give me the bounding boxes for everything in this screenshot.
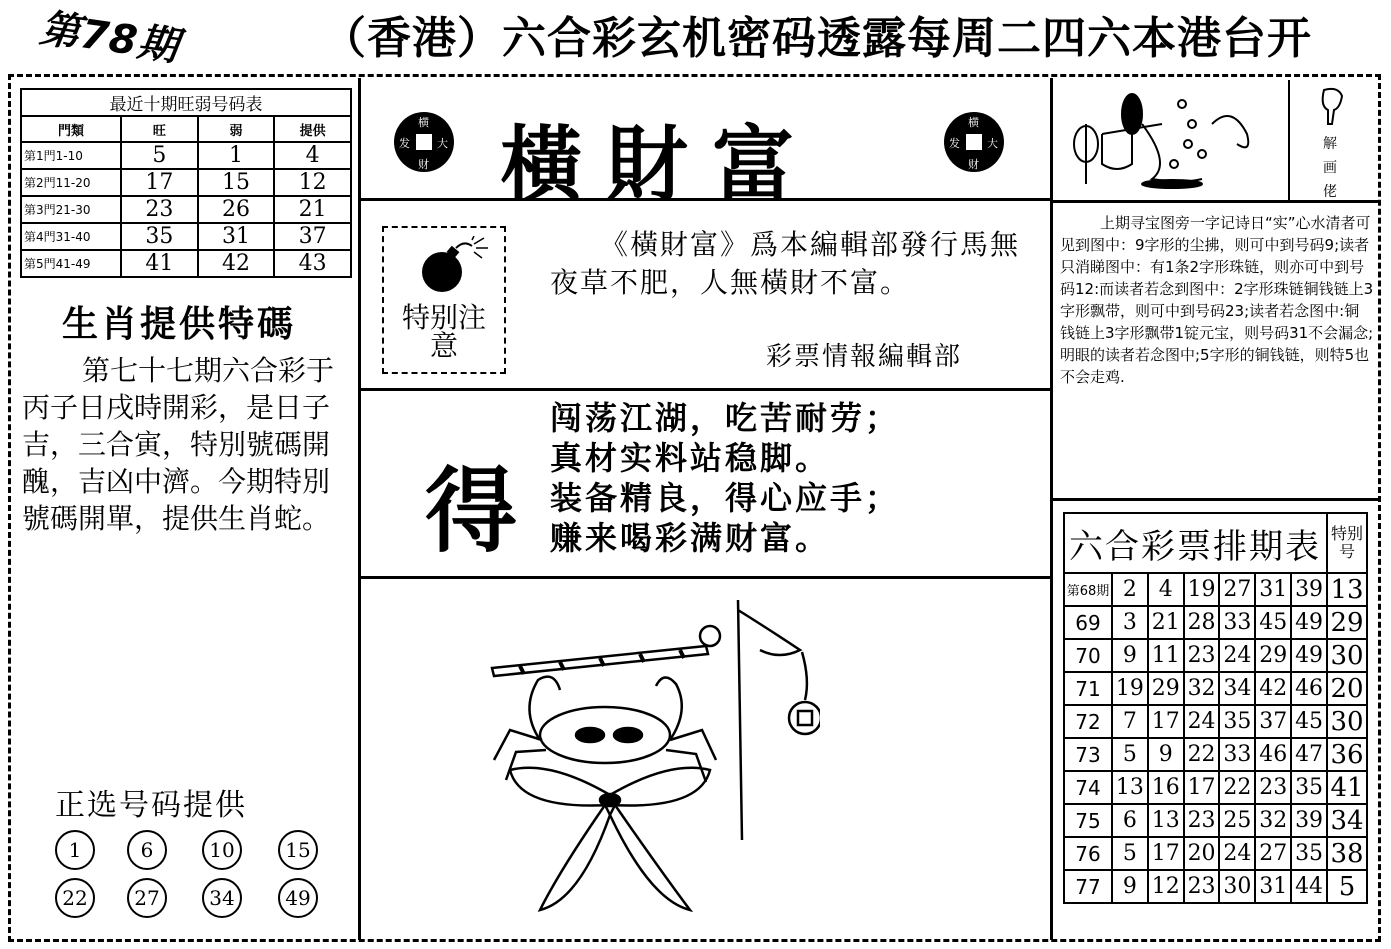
- number-cell: 29: [1148, 672, 1184, 705]
- table-row: [1064, 705, 1367, 738]
- divider: [360, 576, 1050, 579]
- zodiac-title: 生肖提供特碼: [62, 304, 297, 345]
- number-ball: 10: [202, 830, 242, 870]
- number-cell: 39: [1291, 804, 1327, 837]
- poem-line: 赚来喝彩满财富。: [550, 519, 831, 557]
- issue-cell: 74: [1064, 771, 1112, 804]
- number-cell: 32: [1184, 672, 1220, 705]
- row-label: 第3門21-30: [21, 196, 121, 223]
- number-cell: 45: [1291, 705, 1327, 738]
- number-ball: 27: [127, 878, 167, 918]
- poem-line: 真材实料站稳脚。: [550, 439, 831, 477]
- number-cell: 45: [1255, 606, 1291, 639]
- column-header: 門類: [21, 116, 121, 142]
- cell: 35: [121, 223, 198, 250]
- number-cell: 23: [1184, 870, 1220, 903]
- row-label: 第1門1-10: [21, 142, 121, 169]
- special-number-cell: 41: [1327, 771, 1367, 804]
- table-row: [1064, 771, 1367, 804]
- number-cell: 6: [1112, 804, 1148, 837]
- cell: 15: [198, 169, 275, 196]
- number-cell: 47: [1291, 738, 1327, 771]
- table-row: [21, 196, 351, 223]
- cell: 42: [198, 250, 275, 277]
- number-cell: 23: [1184, 804, 1220, 837]
- special-number-cell: 20: [1327, 672, 1367, 705]
- special-number-cell: 13: [1327, 573, 1367, 606]
- strength-table: [20, 88, 352, 278]
- number-cell: 46: [1255, 738, 1291, 771]
- cell: 12: [274, 169, 351, 196]
- special-number-cell: 38: [1327, 837, 1367, 870]
- special-number-cell: 30: [1327, 639, 1367, 672]
- schedule-table: [1063, 512, 1368, 904]
- column-header: 弱: [198, 116, 275, 142]
- issue-cell: 70: [1064, 639, 1112, 672]
- hint-text: 上期寻宝图旁一字记诗日“实”心水清者可见到图中：9字形的尘拂，则可中到号码9;读者只消睇图中：有1条2字形珠链，则亦可中到号码12:而读者若念到图中：2字形珠链铜钱链上3字形飘带，则可中到号码23;读者若念图中:铜钱链上3字形飘带1锭元宝，则号码31不会漏念;明眼的读者若念图中;5字形的铜钱链，则特5也不会走鸡.: [1060, 214, 1374, 386]
- number-ball: 49: [278, 878, 318, 918]
- cell: 31: [198, 223, 275, 250]
- column-header: 提供: [274, 116, 351, 142]
- table-row: [1064, 804, 1367, 837]
- cell: 41: [121, 250, 198, 277]
- number-cell: 32: [1255, 804, 1291, 837]
- number-cell: 4: [1148, 573, 1184, 606]
- issue-cell: 75: [1064, 804, 1112, 837]
- number-cell: 49: [1291, 606, 1327, 639]
- cell: 37: [274, 223, 351, 250]
- divider: [1050, 78, 1053, 940]
- issue-cell: 77: [1064, 870, 1112, 903]
- cell: 17: [121, 169, 198, 196]
- notice-signature: 彩票情報編輯部: [766, 342, 963, 372]
- poem: [550, 398, 900, 558]
- number-cell: 21: [1148, 606, 1184, 639]
- cell: 4: [274, 142, 351, 169]
- big-character: 得: [425, 457, 518, 565]
- number-cell: 37: [1255, 705, 1291, 738]
- cell: 43: [274, 250, 351, 277]
- table-row: [1064, 672, 1367, 705]
- table-row: [21, 250, 351, 277]
- number-cell: 24: [1219, 639, 1255, 672]
- number-cell: 28: [1184, 606, 1220, 639]
- table-row: [1064, 738, 1367, 771]
- table-row: [1064, 837, 1367, 870]
- number-cell: 11: [1148, 639, 1184, 672]
- number-cell: 22: [1184, 738, 1220, 771]
- number-cell: 19: [1112, 672, 1148, 705]
- cell: 26: [198, 196, 275, 223]
- issue-cell: 69: [1064, 606, 1112, 639]
- number-ball: 1: [55, 830, 95, 870]
- number-cell: 27: [1219, 573, 1255, 606]
- cell: 1: [198, 142, 275, 169]
- number-cell: 13: [1148, 804, 1184, 837]
- coin-icon: 横 大 财 发: [944, 112, 1004, 172]
- row-label: 第2門11-20: [21, 169, 121, 196]
- column-header: 旺: [121, 116, 198, 142]
- number-cell: 33: [1219, 738, 1255, 771]
- issue-cell: 76: [1064, 837, 1112, 870]
- special-number-cell: 29: [1327, 606, 1367, 639]
- number-cell: 23: [1184, 639, 1220, 672]
- poem-line: 装备精良，得心应手；: [550, 479, 901, 517]
- number-cell: 44: [1291, 870, 1327, 903]
- number-cell: 27: [1255, 837, 1291, 870]
- pointing-hand-icon: [1316, 86, 1346, 126]
- number-cell: 31: [1255, 870, 1291, 903]
- special-number-cell: 36: [1327, 738, 1367, 771]
- issue-cell: 73: [1064, 738, 1112, 771]
- issue-cell: 第68期: [1064, 573, 1112, 606]
- number-cell: 2: [1112, 573, 1148, 606]
- zodiac-text: 第七十七期六合彩于丙子日戌時開彩，是日子吉，三合寅，特別號碼開醜，吉凶中濟。今期特別號碼開單，提供生肖蛇。: [22, 354, 335, 535]
- number-cell: 33: [1219, 606, 1255, 639]
- number-cell: 42: [1255, 672, 1291, 705]
- number-cell: 9: [1112, 639, 1148, 672]
- number-cell: 49: [1291, 639, 1327, 672]
- headline: （香港）六合彩玄机密码透露每周二四六本港台开: [322, 13, 1312, 64]
- number-cell: 24: [1184, 705, 1220, 738]
- number-cell: 13: [1112, 771, 1148, 804]
- row-label: 第4門31-40: [21, 223, 121, 250]
- number-cell: 5: [1112, 738, 1148, 771]
- number-cell: 9: [1148, 738, 1184, 771]
- notice-label: 特别注意: [401, 301, 486, 362]
- coin-icon: 横 大 财 发: [394, 112, 454, 172]
- table-row: [1064, 573, 1367, 606]
- poem-line: 闯荡江湖，吃苦耐劳；: [550, 399, 901, 437]
- number-cell: 7: [1112, 705, 1148, 738]
- crab-puzzle-drawing: [480, 590, 820, 930]
- special-number-cell: 34: [1327, 804, 1367, 837]
- table-row: [21, 142, 351, 169]
- number-cell: 39: [1291, 573, 1327, 606]
- table-title: 最近十期旺弱号码表: [21, 89, 351, 116]
- puzzle-illustration: [1062, 84, 1282, 194]
- divider: [360, 388, 1050, 391]
- number-cell: 17: [1184, 771, 1220, 804]
- number-cell: 12: [1148, 870, 1184, 903]
- number-cell: 17: [1148, 837, 1184, 870]
- table-row: [1064, 639, 1367, 672]
- number-cell: 23: [1255, 771, 1291, 804]
- issue-cell: 71: [1064, 672, 1112, 705]
- vertical-label: 解画佬: [1323, 136, 1337, 200]
- number-cell: 25: [1219, 804, 1255, 837]
- number-cell: 35: [1219, 705, 1255, 738]
- number-cell: 24: [1219, 837, 1255, 870]
- number-ball: 22: [55, 878, 95, 918]
- table-row: [21, 223, 351, 250]
- row-label: 第5門41-49: [21, 250, 121, 277]
- number-cell: 19: [1184, 573, 1220, 606]
- divider: [358, 78, 361, 940]
- number-cell: 30: [1219, 870, 1255, 903]
- number-cell: 17: [1148, 705, 1184, 738]
- number-cell: 35: [1291, 837, 1327, 870]
- cell: 21: [274, 196, 351, 223]
- number-cell: 9: [1112, 870, 1148, 903]
- special-header: 特别号: [1327, 513, 1367, 573]
- issue-cell: 72: [1064, 705, 1112, 738]
- number-cell: 16: [1148, 771, 1184, 804]
- cell: 5: [121, 142, 198, 169]
- number-ball: 15: [278, 830, 318, 870]
- number-cell: 3: [1112, 606, 1148, 639]
- cell: 23: [121, 196, 198, 223]
- divider: [1288, 80, 1290, 200]
- special-number-cell: 30: [1327, 705, 1367, 738]
- table-row: [21, 169, 351, 196]
- divider: [1052, 498, 1378, 501]
- number-cell: 29: [1255, 639, 1291, 672]
- number-cell: 31: [1255, 573, 1291, 606]
- number-cell: 35: [1291, 771, 1327, 804]
- number-cell: 5: [1112, 837, 1148, 870]
- number-ball: 34: [202, 878, 242, 918]
- pick-title: 正选号码提供: [55, 788, 247, 823]
- table-row: [1064, 606, 1367, 639]
- number-cell: 34: [1219, 672, 1255, 705]
- special-number-cell: 5: [1327, 870, 1367, 903]
- notice-text: 《橫財富》爲本編輯部發行馬無夜草不肥，人無橫財不富。: [550, 228, 1021, 299]
- issue-number: 第78期: [36, 5, 182, 71]
- number-cell: 46: [1291, 672, 1327, 705]
- number-ball: 6: [127, 830, 167, 870]
- number-cell: 22: [1219, 771, 1255, 804]
- table-row: [1064, 870, 1367, 903]
- page-title: 橫財富: [500, 117, 819, 213]
- schedule-title: 六合彩票排期表: [1064, 513, 1327, 573]
- number-cell: 20: [1184, 837, 1220, 870]
- bomb-icon: [418, 236, 490, 296]
